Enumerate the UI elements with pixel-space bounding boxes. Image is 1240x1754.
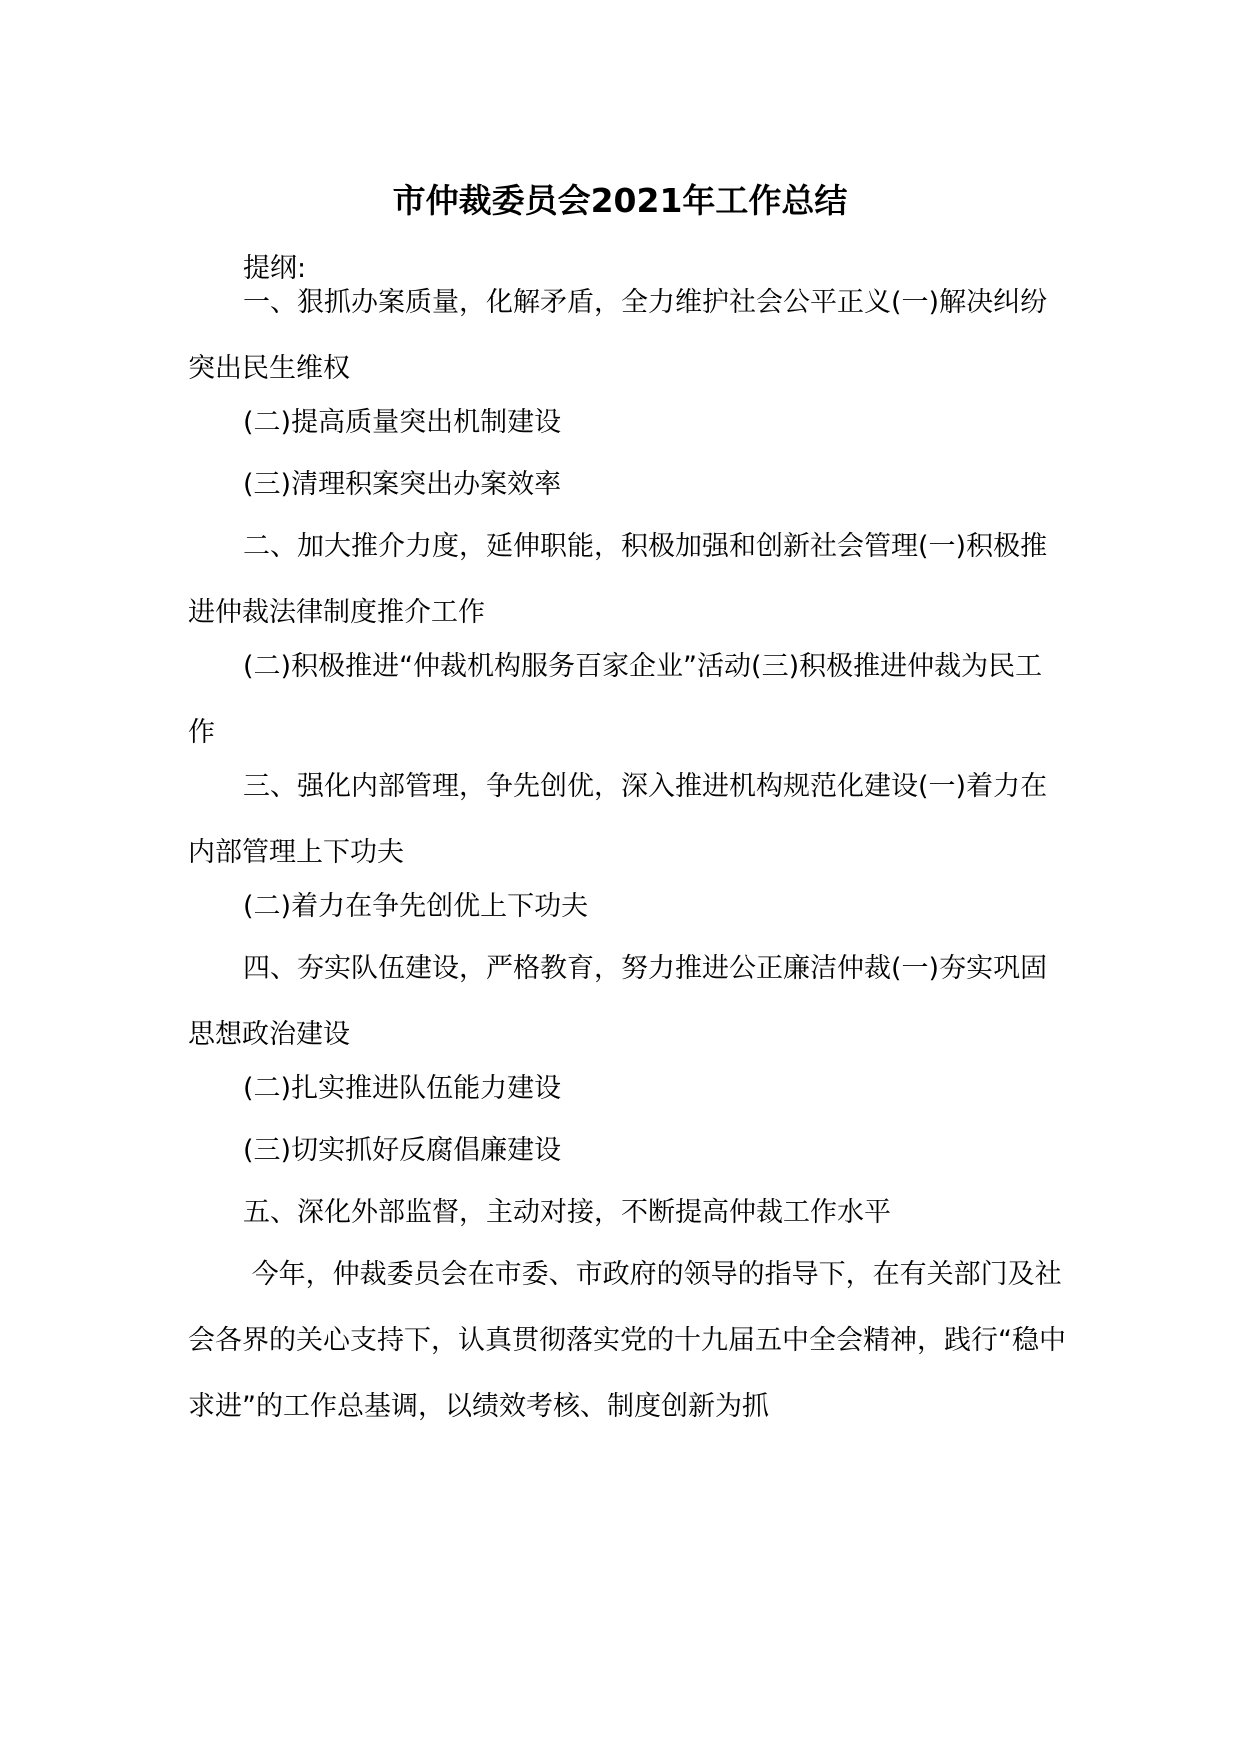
paragraph-8: 四、夯实队伍建设，严格教育，努力推进公正廉洁仲裁(一)夯实巩固思想政治建设: [188, 953, 1048, 1050]
paragraph-1: 一、狠抓办案质量，化解矛盾，全力维护社会公平正义(一)解决纠纷突出民生维权: [188, 287, 1048, 384]
paragraph-body: 今年，仲裁委员会在市委、市政府的领导的指导下，在有关部门及社会各界的关心支持下，认真贯彻落实党的十九届五中全会精神，践行“稳中求进”的工作总基调，以绩效考核、制度创新为抓: [188, 1259, 1066, 1422]
document-title: 市仲裁委员会2021年工作总结: [392, 181, 848, 220]
paragraph-4: 二、加大推介力度，延伸职能，积极加强和创新社会管理(一)积极推进仲裁法律制度推介工作: [188, 531, 1048, 628]
paragraph-2: (二)提高质量突出机制建设: [243, 407, 562, 438]
paragraph-5: (二)积极推进“仲裁机构服务百家企业”活动(三)积极推进仲裁为民工作: [188, 651, 1043, 748]
outline-heading: 提纲:: [243, 253, 307, 284]
paragraph-7: (二)着力在争先创优上下功夫: [243, 891, 589, 922]
paragraph-3: (三)清理积案突出办案效率: [243, 469, 562, 500]
paragraph-6: 三、强化内部管理，争先创优，深入推进机构规范化建设(一)着力在内部管理上下功夫: [188, 771, 1048, 868]
paragraph-11: 五、深化外部监督，主动对接，不断提高仲裁工作水平: [243, 1197, 891, 1228]
paragraph-10: (三)切实抓好反腐倡廉建设: [243, 1135, 562, 1166]
paragraph-9: (二)扎实推进队伍能力建设: [243, 1073, 562, 1104]
